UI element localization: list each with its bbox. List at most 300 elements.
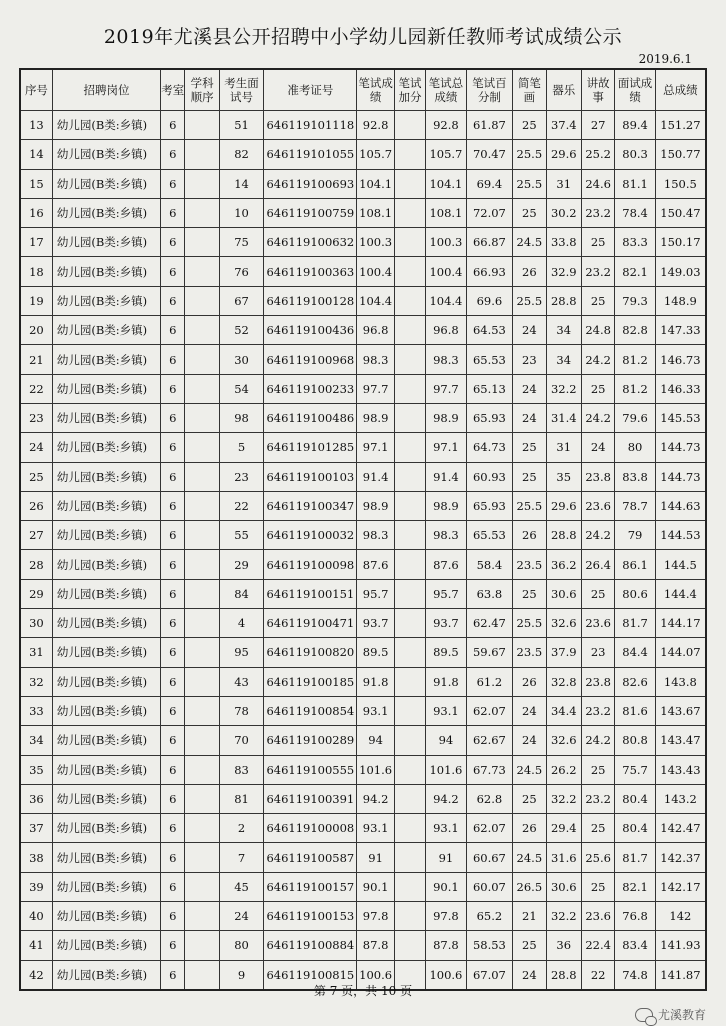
table-cell: 646119100103 — [264, 462, 357, 491]
table-cell: 100.4 — [357, 257, 394, 286]
table-cell: 646119100289 — [264, 726, 357, 755]
table-cell: 93.7 — [357, 609, 394, 638]
table-cell: 24.2 — [581, 521, 614, 550]
table-row — [20, 198, 706, 227]
table-cell: 30.6 — [546, 872, 581, 901]
table-cell: 646119100185 — [264, 667, 357, 696]
table-cell — [185, 931, 219, 960]
table-cell: 646119100884 — [264, 931, 357, 960]
table-cell — [185, 609, 219, 638]
table-row — [20, 726, 706, 755]
table-cell: 62.8 — [466, 784, 513, 813]
table-cell: 144.63 — [655, 491, 706, 520]
table-cell: 7 — [219, 843, 264, 872]
table-cell: 78.4 — [615, 198, 655, 227]
table-cell — [185, 316, 219, 345]
table-cell: 65.13 — [466, 374, 513, 403]
table-cell: 22 — [20, 374, 52, 403]
table-cell: 18 — [20, 257, 52, 286]
table-cell: 24.2 — [581, 726, 614, 755]
column-header: 考生面试号 — [219, 69, 264, 111]
table-cell: 61.2 — [466, 667, 513, 696]
table-cell: 幼儿园(B类:乡镇) — [52, 433, 160, 462]
column-header: 讲故事 — [581, 69, 614, 111]
table-cell: 6 — [161, 521, 185, 550]
table-cell: 26 — [513, 667, 546, 696]
table-cell: 86.1 — [615, 550, 655, 579]
table-cell: 104.1 — [426, 169, 466, 198]
table-cell: 14 — [20, 140, 52, 169]
table-row — [20, 872, 706, 901]
table-cell: 29.6 — [546, 140, 581, 169]
table-cell — [394, 228, 425, 257]
table-cell: 646119100233 — [264, 374, 357, 403]
table-cell: 141.87 — [655, 960, 706, 990]
table-cell: 幼儿园(B类:乡镇) — [52, 696, 160, 725]
table-cell: 幼儿园(B类:乡镇) — [52, 784, 160, 813]
table-cell: 25 — [513, 579, 546, 608]
table-cell: 97.1 — [426, 433, 466, 462]
table-cell: 80 — [615, 433, 655, 462]
table-cell: 9 — [219, 960, 264, 990]
table-cell — [185, 228, 219, 257]
table-cell: 79.6 — [615, 403, 655, 432]
table-cell: 97.7 — [426, 374, 466, 403]
table-cell: 6 — [161, 228, 185, 257]
table-cell: 26.2 — [546, 755, 581, 784]
table-cell: 64.53 — [466, 316, 513, 345]
table-cell: 25.6 — [581, 843, 614, 872]
table-cell: 24 — [513, 374, 546, 403]
table-cell: 22.4 — [581, 931, 614, 960]
table-cell: 150.17 — [655, 228, 706, 257]
table-cell: 93.1 — [426, 696, 466, 725]
table-cell: 24.2 — [581, 345, 614, 374]
table-cell: 15 — [20, 169, 52, 198]
table-cell: 64.73 — [466, 433, 513, 462]
table-cell: 幼儿园(B类:乡镇) — [52, 609, 160, 638]
table-cell: 76 — [219, 257, 264, 286]
table-cell: 93.7 — [426, 609, 466, 638]
table-cell: 6 — [161, 579, 185, 608]
table-cell: 6 — [161, 843, 185, 872]
table-cell: 143.47 — [655, 726, 706, 755]
table-row — [20, 169, 706, 198]
table-cell: 69.6 — [466, 286, 513, 315]
table-cell: 32.6 — [546, 726, 581, 755]
table-cell — [185, 579, 219, 608]
table-cell: 141.93 — [655, 931, 706, 960]
table-cell: 2 — [219, 814, 264, 843]
table-cell: 幼儿园(B类:乡镇) — [52, 521, 160, 550]
table-cell: 96.8 — [426, 316, 466, 345]
table-cell — [394, 550, 425, 579]
document-date: 2019.6.1 — [638, 52, 692, 66]
table-cell: 98.3 — [426, 521, 466, 550]
table-cell: 6 — [161, 433, 185, 462]
table-cell: 105.7 — [426, 140, 466, 169]
table-cell — [185, 140, 219, 169]
table-cell — [185, 667, 219, 696]
table-cell: 52 — [219, 316, 264, 345]
table-cell: 26 — [513, 814, 546, 843]
table-cell: 24.8 — [581, 316, 614, 345]
table-cell: 90.1 — [426, 872, 466, 901]
table-cell: 28.8 — [546, 286, 581, 315]
table-row — [20, 609, 706, 638]
table-body — [20, 111, 706, 990]
table-cell: 6 — [161, 491, 185, 520]
table-cell: 29 — [20, 579, 52, 608]
table-cell: 幼儿园(B类:乡镇) — [52, 931, 160, 960]
table-cell: 72.07 — [466, 198, 513, 227]
table-cell: 23.6 — [581, 609, 614, 638]
table-cell: 13 — [20, 111, 52, 140]
table-cell: 80 — [219, 931, 264, 960]
table-cell: 6 — [161, 462, 185, 491]
table-cell: 92.8 — [357, 111, 394, 140]
table-cell: 幼儿园(B类:乡镇) — [52, 169, 160, 198]
table-cell: 31.6 — [546, 843, 581, 872]
table-cell: 89.5 — [357, 638, 394, 667]
table-row — [20, 755, 706, 784]
table-cell — [185, 902, 219, 931]
table-cell: 幼儿园(B类:乡镇) — [52, 667, 160, 696]
table-cell: 幼儿园(B类:乡镇) — [52, 462, 160, 491]
column-header: 笔试加分 — [394, 69, 425, 111]
table-cell: 148.9 — [655, 286, 706, 315]
table-cell: 幼儿园(B类:乡镇) — [52, 140, 160, 169]
table-cell: 25 — [20, 462, 52, 491]
table-cell: 32.2 — [546, 902, 581, 931]
table-cell: 646119100555 — [264, 755, 357, 784]
table-cell: 60.67 — [466, 843, 513, 872]
table-cell: 60.93 — [466, 462, 513, 491]
table-cell — [185, 374, 219, 403]
table-cell: 25.5 — [513, 140, 546, 169]
table-cell: 646119100759 — [264, 198, 357, 227]
table-cell: 24 — [20, 433, 52, 462]
table-cell: 81 — [219, 784, 264, 813]
table-cell: 55 — [219, 521, 264, 550]
table-cell: 81.7 — [615, 609, 655, 638]
table-cell — [185, 550, 219, 579]
table-cell: 25 — [581, 872, 614, 901]
table-cell: 94 — [357, 726, 394, 755]
table-cell: 76.8 — [615, 902, 655, 931]
table-cell: 62.67 — [466, 726, 513, 755]
table-cell: 646119101285 — [264, 433, 357, 462]
table-cell: 98.3 — [426, 345, 466, 374]
table-cell: 33.8 — [546, 228, 581, 257]
table-cell: 646119100820 — [264, 638, 357, 667]
table-cell: 14 — [219, 169, 264, 198]
table-cell: 66.87 — [466, 228, 513, 257]
table-cell: 31.4 — [546, 403, 581, 432]
table-cell: 34 — [20, 726, 52, 755]
table-cell: 149.03 — [655, 257, 706, 286]
table-cell: 646119100815 — [264, 960, 357, 990]
table-cell: 幼儿园(B类:乡镇) — [52, 843, 160, 872]
table-cell: 83.3 — [615, 228, 655, 257]
table-cell: 6 — [161, 316, 185, 345]
table-cell: 90.1 — [357, 872, 394, 901]
table-cell: 94.2 — [426, 784, 466, 813]
table-cell: 24.5 — [513, 755, 546, 784]
table-cell: 29.6 — [546, 491, 581, 520]
table-cell: 25.2 — [581, 140, 614, 169]
table-cell: 150.77 — [655, 140, 706, 169]
table-row — [20, 931, 706, 960]
table-cell: 43 — [219, 667, 264, 696]
table-cell — [185, 784, 219, 813]
table-cell: 幼儿园(B类:乡镇) — [52, 403, 160, 432]
table-cell: 幼儿园(B类:乡镇) — [52, 286, 160, 315]
table-cell — [394, 462, 425, 491]
column-header: 简笔画 — [513, 69, 546, 111]
table-cell: 60.07 — [466, 872, 513, 901]
table-cell: 26.4 — [581, 550, 614, 579]
table-cell: 143.43 — [655, 755, 706, 784]
table-cell — [394, 696, 425, 725]
table-cell: 78.7 — [615, 491, 655, 520]
table-cell — [185, 872, 219, 901]
table-cell: 82.8 — [615, 316, 655, 345]
table-row — [20, 316, 706, 345]
table-cell: 83.8 — [615, 462, 655, 491]
table-cell: 幼儿园(B类:乡镇) — [52, 257, 160, 286]
table-cell: 98.9 — [357, 491, 394, 520]
table-cell: 59.67 — [466, 638, 513, 667]
table-cell — [394, 755, 425, 784]
table-cell: 40 — [20, 902, 52, 931]
table-cell: 646119101118 — [264, 111, 357, 140]
table-cell: 101.6 — [357, 755, 394, 784]
scores-table — [19, 68, 707, 991]
table-cell: 幼儿园(B类:乡镇) — [52, 755, 160, 784]
table-cell — [394, 902, 425, 931]
table-cell: 6 — [161, 257, 185, 286]
table-cell — [394, 374, 425, 403]
table-cell — [394, 345, 425, 374]
table-cell: 24.5 — [513, 843, 546, 872]
table-cell: 17 — [20, 228, 52, 257]
table-row — [20, 667, 706, 696]
table-cell: 19 — [20, 286, 52, 315]
table-cell: 幼儿园(B类:乡镇) — [52, 550, 160, 579]
table-cell: 32.2 — [546, 374, 581, 403]
table-cell — [185, 843, 219, 872]
table-cell: 24.5 — [513, 228, 546, 257]
table-cell — [394, 198, 425, 227]
table-cell — [394, 169, 425, 198]
table-cell: 32.9 — [546, 257, 581, 286]
table-cell — [394, 726, 425, 755]
table-cell: 51 — [219, 111, 264, 140]
table-cell: 23.6 — [581, 902, 614, 931]
table-cell: 98.3 — [357, 345, 394, 374]
table-cell: 6 — [161, 960, 185, 990]
column-header: 总成绩 — [655, 69, 706, 111]
watermark — [635, 1006, 706, 1023]
table-cell — [394, 784, 425, 813]
table-row — [20, 111, 706, 140]
table-cell: 54 — [219, 374, 264, 403]
table-cell: 70 — [219, 726, 264, 755]
table-cell: 646119100128 — [264, 286, 357, 315]
table-cell: 151.27 — [655, 111, 706, 140]
table-cell — [185, 257, 219, 286]
table-cell: 33 — [20, 696, 52, 725]
table-cell: 65.53 — [466, 521, 513, 550]
table-cell — [185, 814, 219, 843]
table-cell: 26 — [513, 257, 546, 286]
table-cell: 31 — [20, 638, 52, 667]
table-cell: 24 — [513, 316, 546, 345]
table-cell: 6 — [161, 931, 185, 960]
table-cell — [394, 814, 425, 843]
table-row — [20, 521, 706, 550]
table-cell: 62.07 — [466, 696, 513, 725]
table-cell: 80.6 — [615, 579, 655, 608]
table-cell: 23 — [219, 462, 264, 491]
table-cell: 101.6 — [426, 755, 466, 784]
table-cell — [394, 609, 425, 638]
table-cell: 646119100347 — [264, 491, 357, 520]
table-cell: 45 — [219, 872, 264, 901]
table-cell: 32.8 — [546, 667, 581, 696]
table-cell: 34.4 — [546, 696, 581, 725]
table-cell: 幼儿园(B类:乡镇) — [52, 872, 160, 901]
table-cell: 25 — [581, 579, 614, 608]
table-cell — [185, 286, 219, 315]
table-cell: 82 — [219, 140, 264, 169]
table-cell: 100.3 — [357, 228, 394, 257]
table-cell: 93.1 — [357, 814, 394, 843]
table-cell: 142.17 — [655, 872, 706, 901]
table-cell: 25 — [581, 286, 614, 315]
table-cell: 30 — [219, 345, 264, 374]
table-cell — [394, 667, 425, 696]
table-cell: 93.1 — [426, 814, 466, 843]
table-cell: 98.3 — [357, 521, 394, 550]
table-cell: 35 — [546, 462, 581, 491]
table-cell: 91.4 — [357, 462, 394, 491]
table-cell: 37.4 — [546, 111, 581, 140]
table-cell: 6 — [161, 140, 185, 169]
table-cell: 6 — [161, 784, 185, 813]
table-cell: 83.4 — [615, 931, 655, 960]
table-cell: 幼儿园(B类:乡镇) — [52, 345, 160, 374]
table-cell: 24.2 — [581, 403, 614, 432]
table-cell — [185, 198, 219, 227]
table-cell: 142 — [655, 902, 706, 931]
table-cell: 67 — [219, 286, 264, 315]
table-cell: 34 — [546, 316, 581, 345]
table-cell: 91 — [357, 843, 394, 872]
table-cell — [394, 872, 425, 901]
table-cell — [394, 286, 425, 315]
table-cell: 22 — [581, 960, 614, 990]
table-cell: 74.8 — [615, 960, 655, 990]
table-cell: 143.8 — [655, 667, 706, 696]
table-cell: 25.5 — [513, 491, 546, 520]
table-cell: 646119100471 — [264, 609, 357, 638]
table-cell: 89.4 — [615, 111, 655, 140]
table-row — [20, 579, 706, 608]
table-cell: 23.2 — [581, 257, 614, 286]
table-cell: 80.4 — [615, 814, 655, 843]
table-cell: 5 — [219, 433, 264, 462]
table-cell — [394, 579, 425, 608]
table-cell: 25.5 — [513, 169, 546, 198]
table-cell — [394, 491, 425, 520]
table-cell: 42 — [20, 960, 52, 990]
table-cell: 98.9 — [426, 491, 466, 520]
table-cell: 36 — [546, 931, 581, 960]
table-cell: 29 — [219, 550, 264, 579]
table-cell: 91.8 — [357, 667, 394, 696]
table-cell: 30.2 — [546, 198, 581, 227]
table-cell: 25 — [581, 228, 614, 257]
table-cell: 32 — [20, 667, 52, 696]
table-row — [20, 638, 706, 667]
table-cell: 646119100151 — [264, 579, 357, 608]
table-cell — [185, 726, 219, 755]
table-cell: 646119100854 — [264, 696, 357, 725]
table-cell — [185, 491, 219, 520]
table-cell: 58.53 — [466, 931, 513, 960]
table-cell: 41 — [20, 931, 52, 960]
table-cell: 83 — [219, 755, 264, 784]
table-cell: 147.33 — [655, 316, 706, 345]
table-cell — [394, 638, 425, 667]
table-cell: 646119100693 — [264, 169, 357, 198]
table-cell: 646119100153 — [264, 902, 357, 931]
table-cell: 25 — [513, 198, 546, 227]
table-cell: 31 — [546, 433, 581, 462]
table-cell: 6 — [161, 111, 185, 140]
table-cell: 39 — [20, 872, 52, 901]
table-cell: 6 — [161, 286, 185, 315]
table-cell: 646119101055 — [264, 140, 357, 169]
table-cell: 24 — [219, 902, 264, 931]
table-cell: 26 — [20, 491, 52, 520]
table-cell: 幼儿园(B类:乡镇) — [52, 638, 160, 667]
table-row — [20, 784, 706, 813]
table-cell: 78 — [219, 696, 264, 725]
table-cell: 29.4 — [546, 814, 581, 843]
table-cell: 幼儿园(B类:乡镇) — [52, 814, 160, 843]
table-cell: 646119100632 — [264, 228, 357, 257]
table-cell: 34 — [546, 345, 581, 374]
table-cell: 104.4 — [426, 286, 466, 315]
table-cell: 646119100486 — [264, 403, 357, 432]
table-cell: 81.2 — [615, 374, 655, 403]
table-row — [20, 843, 706, 872]
table-cell: 92.8 — [426, 111, 466, 140]
table-cell: 84.4 — [615, 638, 655, 667]
table-cell: 94 — [426, 726, 466, 755]
table-cell: 23.6 — [581, 491, 614, 520]
table-cell: 80.8 — [615, 726, 655, 755]
table-cell: 61.87 — [466, 111, 513, 140]
table-cell: 23.2 — [581, 696, 614, 725]
table-cell: 20 — [20, 316, 52, 345]
header-row — [20, 69, 706, 111]
table-row — [20, 257, 706, 286]
table-cell: 32.6 — [546, 609, 581, 638]
